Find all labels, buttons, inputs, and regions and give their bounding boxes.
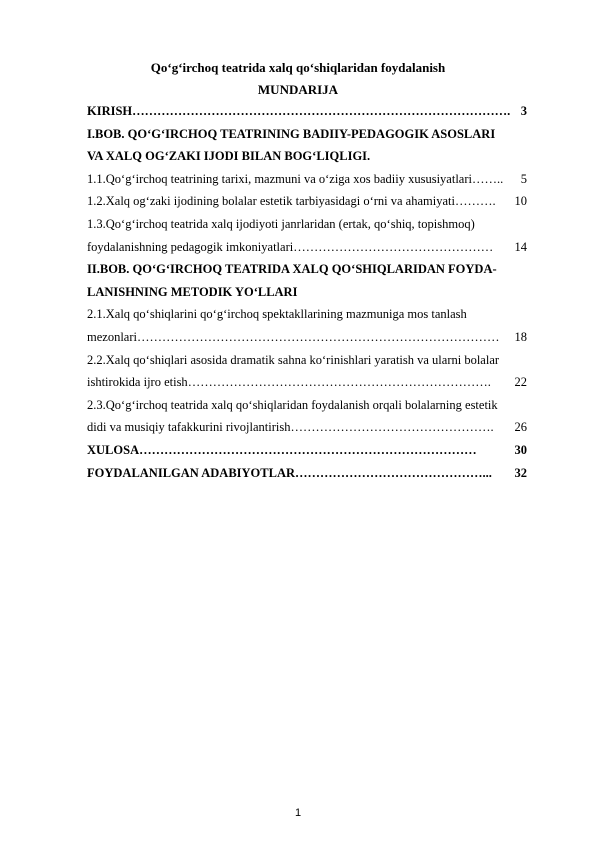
table-of-contents: [87, 100, 527, 484]
toc-entry-text: FOYDALANILGAN ADABIYOTLAR: [87, 465, 296, 480]
toc-entry-1-2[interactable]: [87, 190, 527, 213]
toc-leader-dots: ………………………………………...: [295, 465, 492, 480]
toc-entry-line-1: 1.3.Qo‘g‘irchoq teatrida xalq ijodiyoti janrlaridan (ertak, qo‘shiq, topishmoq): [87, 216, 475, 231]
toc-entry-text: didi va musiqiy tafakkurini rivojlantirish: [87, 420, 291, 435]
toc-entry-xulosa[interactable]: [87, 439, 527, 462]
toc-entry-2-2[interactable]: [87, 349, 527, 394]
toc-page-number: 14: [514, 239, 527, 254]
toc-entry-1-3[interactable]: [87, 213, 527, 258]
toc-entry-chapter-1[interactable]: [87, 123, 527, 168]
toc-page-number: 26: [514, 420, 527, 435]
toc-entry-text: XULOSA: [87, 442, 140, 457]
toc-entry-line-1: 2.2.Xalq qo‘shiqlari asosida dramatik sahna ko‘rinishlari yaratish va ularni bolalar: [87, 352, 500, 367]
toc-leader-dots: ……..: [471, 171, 504, 186]
toc-entry-line-1: 2.3.Qo‘g‘irchoq teatrida xalq qo‘shiqlaridan foydalanish orqali bolalarning estetik: [87, 397, 498, 412]
toc-page-number: 5: [520, 171, 527, 186]
toc-entry-line-1: 2.1.Xalq qo‘shiqlarini qo‘g‘irchoq spektakllarining mazmuniga mos tanlash: [87, 307, 467, 322]
toc-entry-adabiyotlar[interactable]: [87, 462, 527, 485]
toc-chapter-1-line-2: VA XALQ OG‘ZAKI IJODI BILAN BOG‘LIQLIGI.: [87, 149, 371, 164]
toc-page-number: 18: [514, 329, 527, 344]
toc-entry-text: KIRISH: [87, 104, 133, 118]
toc-leader-dots: ……………………………………………………………….: [187, 375, 491, 390]
toc-page-number: 22: [514, 375, 527, 390]
page-number: 1: [294, 807, 302, 819]
toc-leader-dots: ……………………………………………………………………………….: [132, 104, 511, 118]
toc-page-number: 10: [514, 194, 527, 209]
toc-page-number: 32: [514, 465, 527, 480]
toc-leader-dots: ……….: [454, 194, 496, 209]
toc-entry-text: ishtirokida ijro etish: [87, 375, 188, 390]
toc-entry-2-3[interactable]: [87, 394, 527, 439]
toc-entry-chapter-2[interactable]: [87, 258, 527, 303]
toc-entry-text: 1.2.Xalq og‘zaki ijodining bolalar estetik tarbiyasidagi o‘rni va ahamiyati: [87, 194, 455, 209]
toc-chapter-2-line-2: LANISHNING METODIK YO‘LLARI: [87, 284, 298, 299]
toc-chapter-1-line-1: I.BOB. QO‘G‘IRCHOQ TEATRINING BADIIY-PEDAGOGIK ASOSLARI: [87, 126, 496, 141]
toc-entry-kirish[interactable]: [87, 100, 527, 123]
toc-page-number: 3: [520, 104, 527, 118]
toc-leader-dots: …………………………………………: [293, 239, 494, 254]
toc-entry-text: foydalanishning pedagogik imkoniyatlari: [87, 239, 294, 254]
toc-heading: MUNDARIJA: [257, 82, 339, 97]
toc-entry-1-1[interactable]: [87, 168, 527, 191]
toc-leader-dots: ………………………………………….: [290, 420, 494, 435]
toc-entry-text: mezonlari: [87, 329, 137, 344]
toc-leader-dots: ………………………………………………………………………: [139, 442, 477, 457]
toc-page-number: 30: [514, 442, 527, 457]
document-title: Qo‘g‘irchoq teatrida xalq qo‘shiqlaridan foydalanish: [150, 60, 446, 75]
toc-leader-dots: ……………………………………………………………………………: [136, 329, 500, 344]
toc-entry-text: 1.1.Qo‘g‘irchoq teatrining tarixi, mazmuni va o‘ziga xos badiiy xususiyatlari: [87, 171, 472, 186]
toc-chapter-2-line-1: II.BOB. QO‘G‘IRCHOQ TEATRIDA XALQ QO‘SHIQLARIDAN FOYDA-: [87, 262, 497, 277]
toc-entry-2-1[interactable]: [87, 303, 527, 348]
